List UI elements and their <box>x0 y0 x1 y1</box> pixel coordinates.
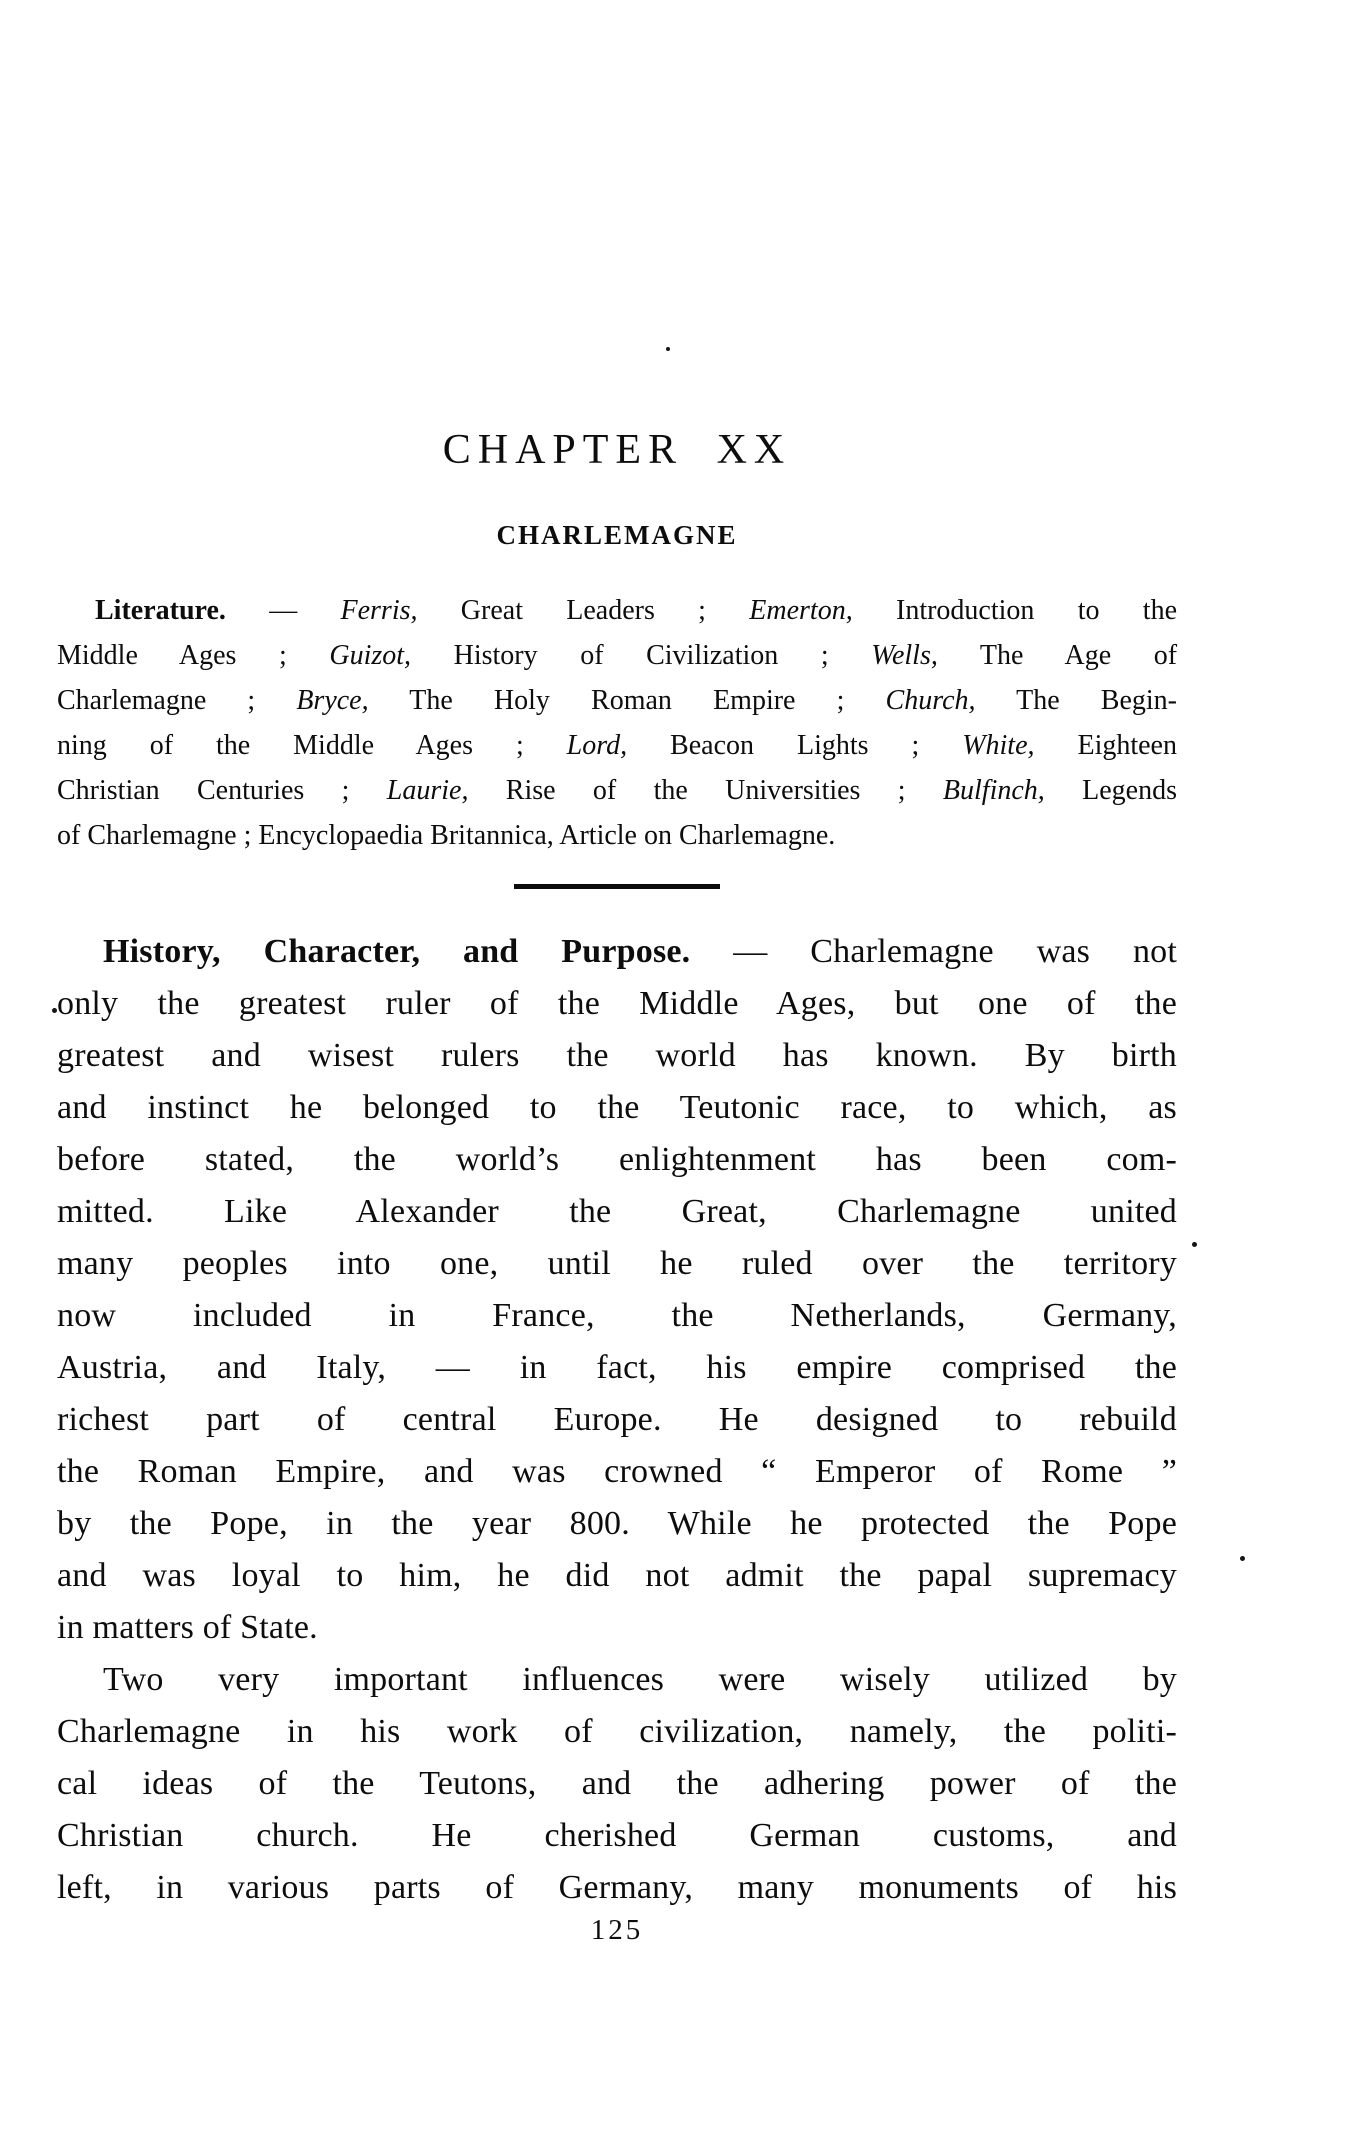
text-line <box>57 1706 1177 1758</box>
italic-text: Guizot, <box>329 640 412 671</box>
bold-text: History, Character, and Purpose. <box>103 933 691 970</box>
italic-text: Church, <box>885 685 976 716</box>
text-line <box>57 1862 1177 1914</box>
text-run: Charlemagne in his work of civilization, namely, the politi- <box>57 1713 1177 1750</box>
text-line <box>57 1030 1177 1082</box>
text-line <box>57 633 1177 678</box>
text-run: History of Civilization ; <box>411 640 872 671</box>
text-run: Beacon Lights ; <box>627 730 963 761</box>
text-run: only the greatest ruler of the Middle Ages, but one of the <box>57 985 1177 1022</box>
text-run: Eighteen <box>1034 730 1177 761</box>
text-run: left, in various parts of Germany, many monuments of his <box>57 1869 1177 1906</box>
section-divider-rule <box>514 884 720 889</box>
text-run: Rise of the Universities ; <box>468 775 943 806</box>
text-run: mitted. Like Alexander the Great, Charlemagne united <box>57 1193 1177 1230</box>
text-run: The Holy Roman Empire ; <box>368 685 886 716</box>
text-run: greatest and wisest rulers the world has known. By birth <box>57 1037 1177 1074</box>
page-number: 125 <box>590 1914 644 1946</box>
text-line <box>57 678 1177 723</box>
text-line <box>57 1654 1177 1706</box>
text-line <box>57 926 1177 978</box>
text-run: The Begin- <box>975 685 1177 716</box>
text-run: — Charlemagne was not <box>690 933 1177 970</box>
text-line <box>57 1082 1177 1134</box>
text-run: Christian church. He cherished German customs, and <box>57 1817 1177 1854</box>
bold-text: Literature. <box>95 595 226 626</box>
literature-paragraph <box>57 588 1177 858</box>
text-line <box>57 1290 1177 1342</box>
text-run: Austria, and Italy, — in fact, his empire comprised the <box>57 1349 1177 1386</box>
text-run: Introduction to the <box>852 595 1177 626</box>
text-run: and instinct he belonged to the Teutonic race, to which, as <box>57 1089 1177 1126</box>
italic-text: Ferris, <box>340 595 418 626</box>
text-line <box>57 1186 1177 1238</box>
chapter-subtitle: CHARLEMAGNE <box>496 520 738 550</box>
body-paragraph-1 <box>57 926 1177 1654</box>
text-line <box>57 1602 1177 1654</box>
ink-speck <box>1192 1242 1197 1247</box>
text-run: in matters of State. <box>57 1609 318 1646</box>
italic-text: White, <box>962 730 1035 761</box>
text-line <box>57 768 1177 813</box>
italic-text: Bryce, <box>296 685 369 716</box>
text-run: cal ideas of the Teutons, and the adhering power of the <box>57 1765 1177 1802</box>
italic-text: Wells, <box>871 640 938 671</box>
text-run: Legends <box>1044 775 1177 806</box>
text-run: now included in France, the Netherlands, Germany, <box>57 1297 1177 1334</box>
text-line <box>57 1394 1177 1446</box>
italic-text: Laurie, <box>386 775 469 806</box>
ink-speck <box>666 347 670 351</box>
text-line <box>57 588 1177 633</box>
text-run: Middle Ages ; <box>57 640 330 671</box>
text-line <box>57 1550 1177 1602</box>
text-run: Two very important influences were wisely utilized by <box>103 1661 1177 1698</box>
text-run: and was loyal to him, he did not admit the papal supremacy <box>57 1557 1177 1594</box>
text-run: Great Leaders ; <box>417 595 750 626</box>
text-line <box>57 1810 1177 1862</box>
text-line <box>57 1446 1177 1498</box>
text-run: of Charlemagne ; Encyclopaedia Britannica, Article on Charlemagne. <box>57 820 836 851</box>
text-run: the Roman Empire, and was crowned “ Emperor of Rome ” <box>57 1453 1177 1490</box>
text-run: Christian Centuries ; <box>57 775 387 806</box>
text-line <box>57 978 1177 1030</box>
text-line <box>57 1498 1177 1550</box>
text-line <box>57 723 1177 768</box>
text-line <box>57 1342 1177 1394</box>
ink-speck <box>1240 1556 1245 1561</box>
chapter-title: CHAPTER XX <box>442 427 792 473</box>
text-line <box>57 813 1177 858</box>
text-run: Charlemagne ; <box>57 685 297 716</box>
italic-text: Bulfinch, <box>942 775 1045 806</box>
text-run: before stated, the world’s enlightenment has been com- <box>57 1141 1177 1178</box>
text-run: The Age of <box>937 640 1178 671</box>
italic-text: Emerton, <box>749 595 853 626</box>
body-paragraph-2 <box>57 1654 1177 1914</box>
text-run: by the Pope, in the year 800. While he protected the Pope <box>57 1505 1177 1542</box>
text-run: richest part of central Europe. He designed to rebuild <box>57 1401 1177 1438</box>
italic-text: Lord, <box>566 730 628 761</box>
text-run: — <box>225 595 341 626</box>
text-run: many peoples into one, until he ruled over the territory <box>57 1245 1177 1282</box>
text-line <box>57 1134 1177 1186</box>
text-line <box>57 1238 1177 1290</box>
text-line <box>57 1758 1177 1810</box>
text-run: ning of the Middle Ages ; <box>57 730 567 761</box>
